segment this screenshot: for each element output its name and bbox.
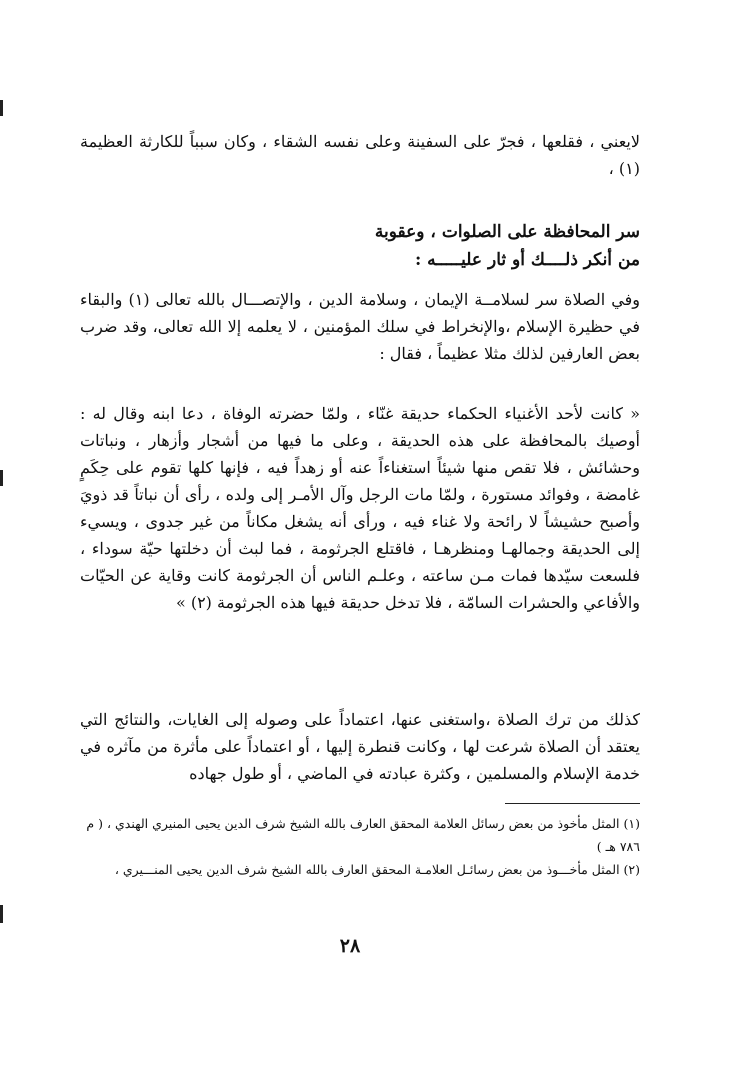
section-heading <box>240 218 640 274</box>
intro-text: لايعني ، فقلعها ، فجرّ على السفينة وعلى نفسه الشقاء ، وكان سبباً للكارثة العظيمة (١) ، <box>80 132 640 178</box>
footnote-1: (١) المثل مأخوذ من بعض رسائل العلامة المحقق العارف بالله الشيخ شرف الدين يحيى المنيري الهندي ، ( م ٧٨٦ هـ ) <box>86 816 640 854</box>
heading-line-2: من أنكر ذلــــك أو ثار عليـــــه : <box>414 250 640 270</box>
paragraph-1-text: وفي الصلاة سر لسلامــة الإيمان ، وسلامة الدين ، والإتصـــال بالله تعالى (١) والبقاء في حظيرة الإسلام ،والإنخراط في سلك المؤمنين ، لا يعلمه إلا الله تعالى، وقد ضرب بعض العارفين لذلك مثلا عظيماً ، فقال : <box>80 290 641 363</box>
footnotes <box>80 812 640 881</box>
edge-mark <box>0 905 3 923</box>
heading-line-1: سر المحافظة على الصلوات ، وعقوبة <box>374 222 640 242</box>
footnote-2: (٢) المثل مأخـــوذ من بعض رسائـل العلامـة المحقق العارف بالله الشيخ شرف الدين يحيى المنـــيري ، <box>114 862 640 877</box>
edge-mark <box>0 470 3 486</box>
footnote-divider <box>505 803 640 804</box>
edge-mark <box>0 100 3 116</box>
paragraph-3 <box>80 706 640 787</box>
paragraph-2-text: « كانت لأحد الأغنياء الحكماء حديقة غنّاء ، ولمّا حضرته الوفاة ، دعا ابنه وقال له : أوصيك بالمحافظة على هذه الحديقة ، وعلى ما فيها من أشجار وأزهار ، ونباتات وحشائش ، فلا تقص منها شيئاً استغناءاً عنه أو زهداً فيه ، فإنها كلها تقوم على حِكَمٍ غامضة ، وفوائد مستورة ، ولمّا مات الرجل وآل الأمـر إلى ولده ، رأى أن نباتاً قد ذويَ وأصبح حشيشاً لا رائحة ولا غناء فيه ، ورأى أنه يشغل مكاناً من غير جدوى ، ويسيء إلى الحديقة وجمالهـا ومنظرهـا ، فاقتلع الجرثومة ، فما لبث أن دخلتها حيّة سوداء ، فلسعت سيّدها فمات مـن ساعته ، وعلـم الناس أن الجرثومة كانت وقاية عن الحيّات والأفاعي والحشرات السامّة ، فلا تدخل حديقة فيها هذه الجرثومة (٢) » <box>80 404 640 612</box>
paragraph-3-text: كذلك من ترك الصلاة ،واستغنى عنها، اعتماداً على وصوله إلى الغايات، والنتائج التي يعتقد أن الصلاة شرعت لها ، وكانت قنطرة إليها ، أو اعتماداً على مأثرة من مآثره في خدمة الإسلام والمسلمين ، وكثرة عبادته في الماضي ، أو طول جهاده <box>80 710 640 783</box>
paragraph-1 <box>80 286 640 367</box>
page-number: ٢٨ <box>339 935 361 957</box>
intro-paragraph <box>80 128 640 182</box>
paragraph-2 <box>80 400 640 616</box>
